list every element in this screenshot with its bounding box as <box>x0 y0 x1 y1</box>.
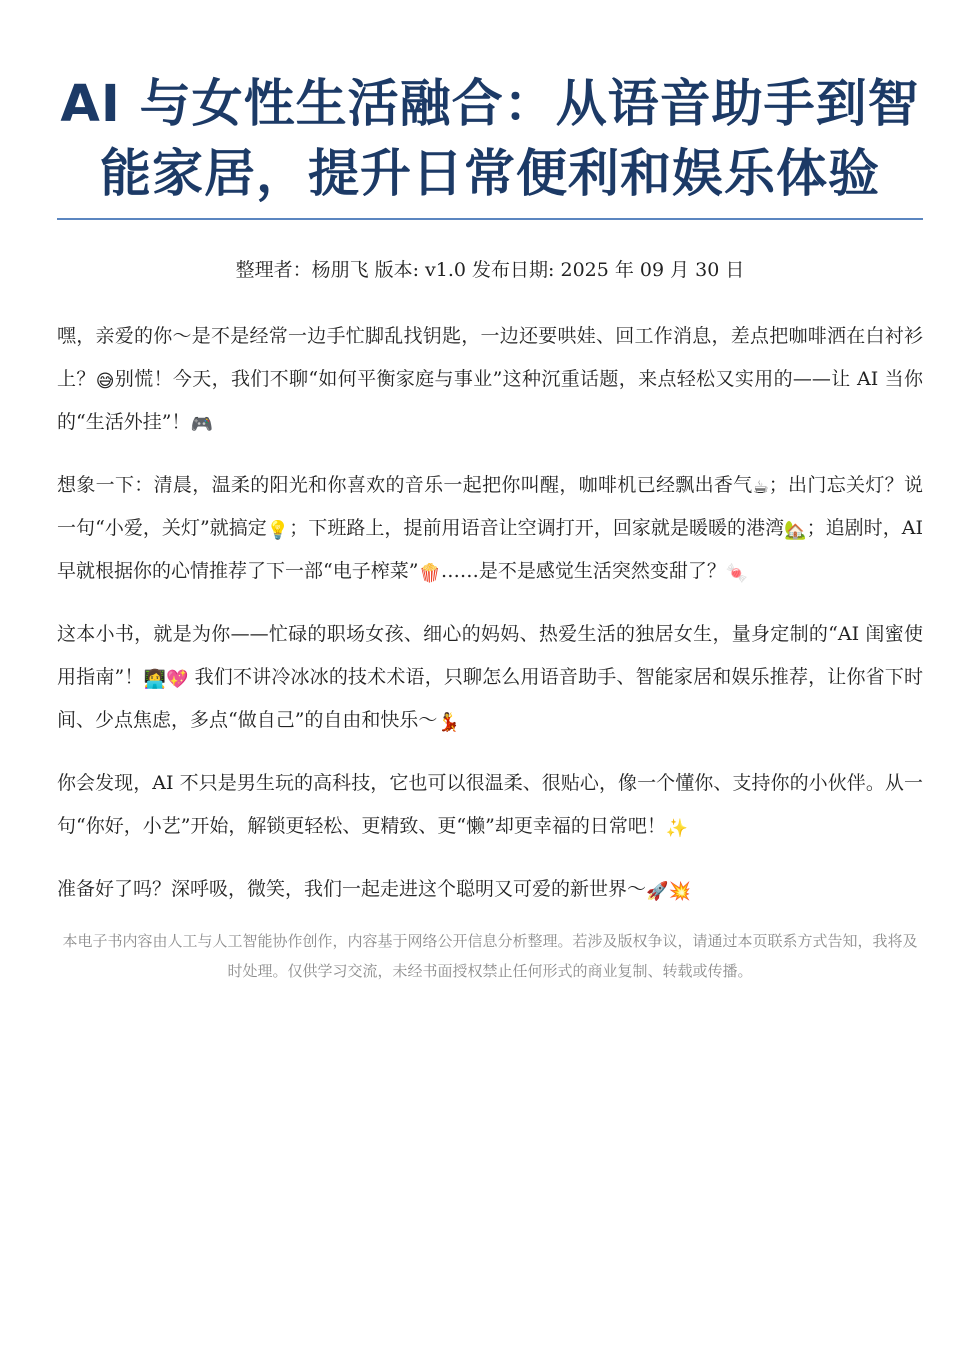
body-paragraph <box>57 762 923 848</box>
document-body <box>57 315 923 911</box>
rocket-emoji-icon: 🚀 <box>646 881 669 902</box>
paragraph-text: ……是不是感觉生活突然变甜了？ <box>440 560 726 582</box>
paragraph-text: 准备好了吗？深呼吸，微笑，我们一起走进这个聪明又可爱的新世界～ <box>57 878 647 900</box>
paragraph-text: ；下班路上，提前用语音让空调打开，回家就是暖暖的港湾 <box>289 517 785 539</box>
sparkles-emoji-icon: ✨ <box>665 818 689 839</box>
paragraph-text: 你会发现，AI 不只是男生玩的高科技，它也可以很温柔、很贴心，像一个懂你、支持你的小伙伴。从一句“你好，小艺”开始，解锁更轻松、更精致、更“懒”却更幸福的日常吧！ <box>57 772 923 837</box>
paragraph-text: 嘿，亲爱的你～是不是经常一边手忙脚乱找钥匙，一边还要哄娃、回工作消息，差点把咖啡洒在白衬衫上？ <box>57 325 923 390</box>
paragraph-text: 我们不讲冷冰冰的技术术语，只聊怎么用语音助手、智能家居和娱乐推荐，让你省下时间、少点焦虑，多点“做自己”的自由和快乐～ <box>57 666 923 731</box>
paragraph-text: 想象一下：清晨，温柔的阳光和你喜欢的音乐一起把你叫醒，咖啡机已经飘出香气 <box>57 474 753 496</box>
coffee-emoji-icon: ☕ <box>752 477 769 498</box>
house-emoji-icon: 🏡 <box>784 520 807 541</box>
document-meta: 整理者：杨朋飞 版本: v1.0 发布日期: 2025 年 09 月 30 日 <box>235 259 745 281</box>
dancer-emoji-icon: 💃 <box>437 712 460 733</box>
document-page <box>57 70 923 986</box>
game-controller-emoji-icon: 🎮 <box>190 414 213 435</box>
copyright-disclaimer: 本电子书内容由人工与人工智能协作创作，内容基于网络公开信息分析整理。若涉及版权争议，请通过本页联系方式告知，我将及时处理。仅供学习交流，未经书面授权禁止任何形式的商业复制、转载或传播。 <box>62 932 918 980</box>
popcorn-emoji-icon: 🍿 <box>418 563 441 584</box>
sparkling-heart-emoji-icon: 💖 <box>166 669 189 690</box>
paragraph-text: 这本小书，就是为你——忙碌的职场女孩、细心的妈妈、热爱生活的独居女生，量身定制的“AI 闺蜜使用指南”！ <box>57 623 923 688</box>
body-paragraph <box>57 315 923 444</box>
collision-emoji-icon: 💥 <box>668 881 691 902</box>
light-bulb-emoji-icon: 💡 <box>266 520 290 541</box>
sweat-smile-emoji-icon: 😅 <box>95 371 115 392</box>
paragraph-text: ；出门忘关灯？说一句“小爱，关灯”就搞定 <box>57 474 923 539</box>
paragraph-text: 别慌！今天，我们不聊“如何平衡家庭与事业”这种沉重话题，来点轻松又实用的——让 AI 当你的“生活外挂”！ <box>57 368 923 433</box>
document-title: AI 与女性生活融合：从语音助手到智能家居，提升日常便利和娱乐体验 <box>57 70 923 220</box>
paragraph-text: ；追剧时，AI 早就根据你的心情推荐了下一部“电子榨菜” <box>57 517 923 582</box>
body-paragraph <box>57 613 923 742</box>
woman-technologist-emoji-icon: 👩‍💻 <box>143 669 166 690</box>
body-paragraph <box>57 868 923 911</box>
body-paragraph <box>57 464 923 593</box>
candy-emoji-icon: 🍬 <box>725 563 749 584</box>
